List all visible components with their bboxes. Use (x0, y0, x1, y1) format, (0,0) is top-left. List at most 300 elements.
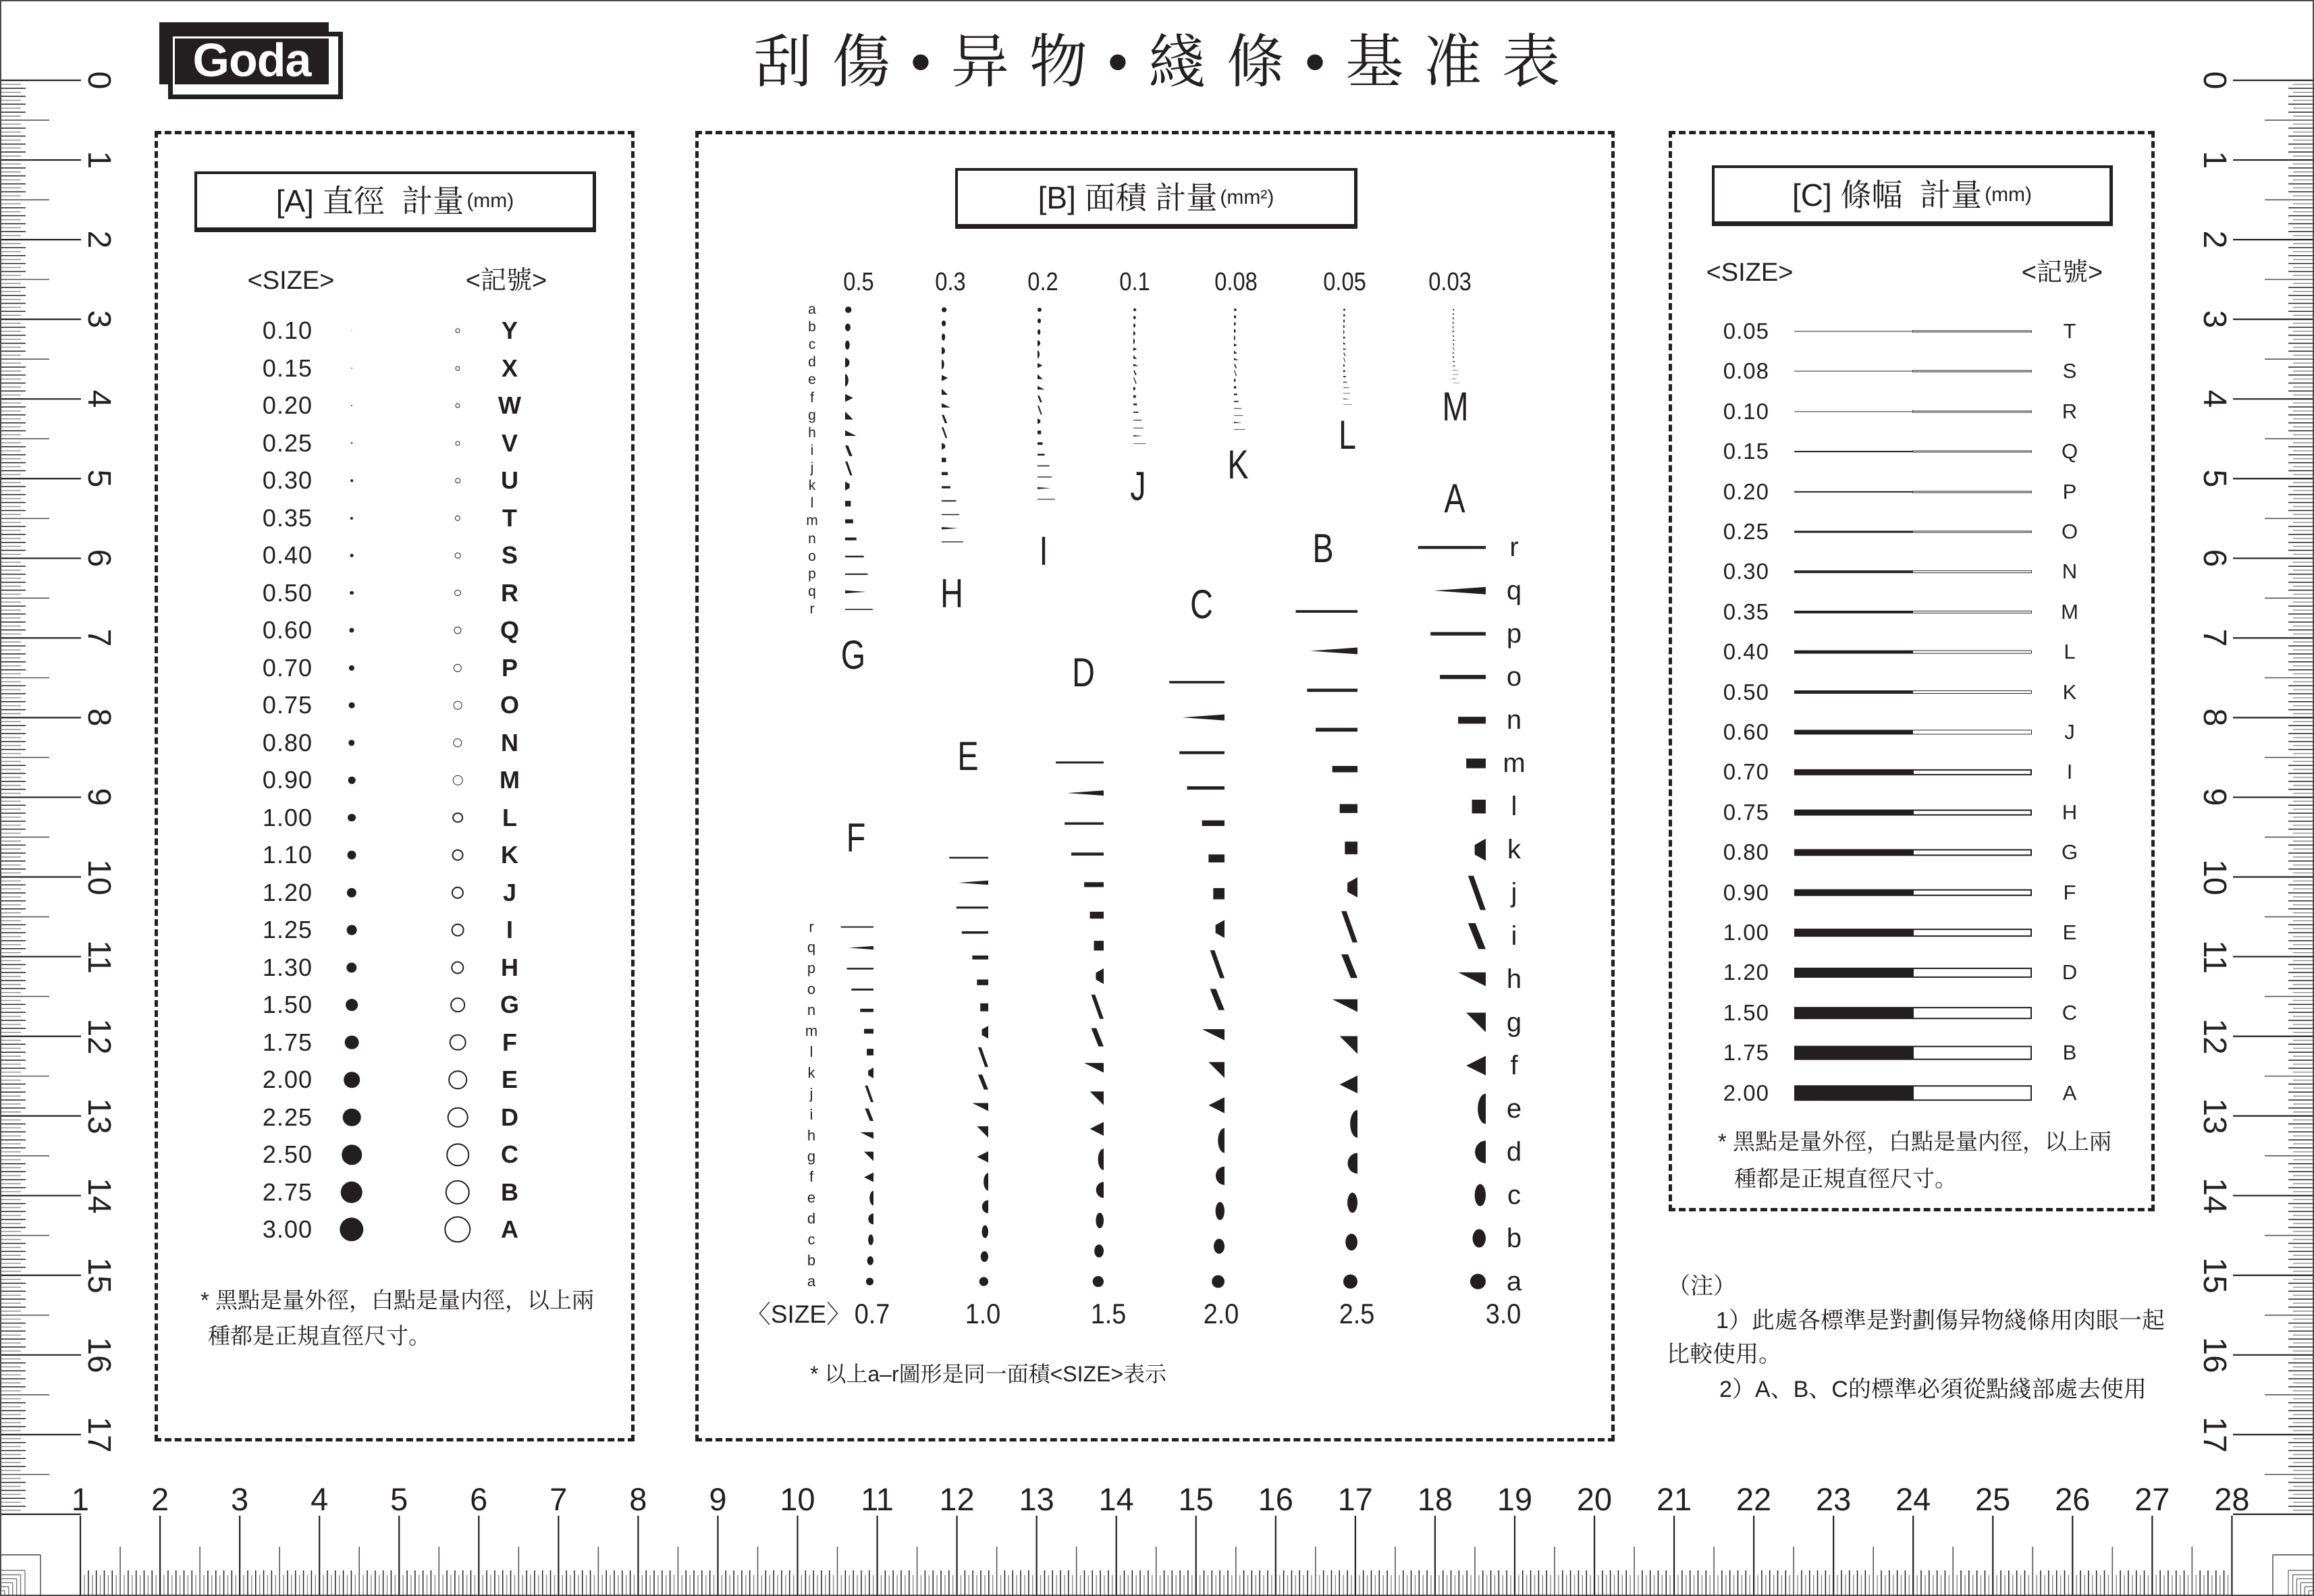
size-value: 0.35 (1723, 599, 1769, 624)
group-code-label: J (1130, 464, 1146, 509)
size-value: 0.40 (262, 541, 313, 569)
shape-L-a (1343, 309, 1345, 311)
size-value: 2.75 (262, 1178, 313, 1206)
code-column-header: <記號> (465, 267, 547, 295)
shape-code-label-bottom: r (809, 918, 814, 935)
shape-F-g (864, 1152, 873, 1161)
code-letter: E (2062, 920, 2077, 944)
shape-I-k (1038, 418, 1040, 424)
area-value-label: 0.05 (1323, 268, 1366, 296)
code-letter: X (501, 354, 518, 382)
size-value: 0.25 (1723, 519, 1769, 544)
size-value: 0.10 (1723, 398, 1769, 424)
black-line-sample (1794, 571, 1912, 574)
right-ruler-label: 15 (2197, 1257, 2232, 1294)
shape-C-g (1208, 1062, 1225, 1078)
group-code-label: L (1338, 412, 1357, 458)
left-ruler-label: 11 (81, 939, 117, 974)
white-line-sample (1912, 531, 2032, 533)
shape-code-label-right: h (1506, 964, 1522, 995)
right-ruler-label: 17 (2197, 1416, 2232, 1453)
shape-D-c (1096, 1213, 1104, 1228)
shape-I-d (1038, 340, 1040, 346)
shape-A-k (1475, 839, 1486, 861)
left-ruler-label: 1 (81, 150, 117, 169)
shape-K-g (1234, 350, 1237, 354)
right-ruler-label: 13 (2197, 1097, 2232, 1134)
shape-M-g (1453, 335, 1455, 337)
code-letter: K (2062, 680, 2077, 704)
shape-M-k (1453, 352, 1454, 354)
white-line-sample (1912, 730, 2032, 734)
code-letter: D (2062, 960, 2078, 985)
black-line-sample (1794, 1007, 1912, 1019)
shape-E-l (980, 1003, 988, 1012)
shape-C-f (1208, 1097, 1225, 1113)
shape-B-o (1316, 727, 1357, 732)
code-letter: B (2062, 1041, 2077, 1065)
shape-H-f (942, 375, 948, 381)
code-letter: G (2061, 840, 2078, 864)
shape-M-c (1453, 317, 1454, 319)
code-letter: I (506, 916, 513, 943)
group-code-label: C (1190, 582, 1213, 627)
shape-D-r (1056, 761, 1104, 763)
shape-G-p (845, 574, 867, 575)
bottom-ruler-label: 8 (629, 1481, 647, 1517)
code-letter: S (501, 541, 518, 569)
section-b-unit: (mm²) (1220, 186, 1274, 209)
code-letter: H (2062, 800, 2078, 824)
section-a-unit: (mm) (466, 189, 514, 212)
size-value: 0.90 (1723, 879, 1769, 905)
shape-code-label-bottom: i (809, 1105, 813, 1123)
shape-A-r (1418, 546, 1486, 549)
shape-J-m (1133, 404, 1137, 406)
shape-A-b (1472, 1229, 1486, 1247)
shape-K-r (1234, 429, 1245, 430)
black-line-sample (1794, 809, 1912, 815)
shape-H-d (942, 347, 945, 354)
size-value: 2.00 (262, 1066, 313, 1093)
size-column-header: <SIZE> (1706, 258, 1794, 287)
shape-J-q (1133, 435, 1143, 437)
note-line-1: 1）此處各標準是對劃傷异物綫條用肉眼一起 (1716, 1308, 2165, 1333)
shape-code-label-bottom: q (807, 939, 816, 956)
section-c-unit: (mm) (1985, 183, 2033, 206)
shape-C-k (1216, 920, 1225, 938)
shape-F-o (851, 989, 873, 991)
shape-K-n (1234, 401, 1239, 402)
shape-G-m (845, 520, 853, 524)
white-line-sample (1912, 410, 2032, 412)
section-a-note-line-1: * 黑點是量外徑，白點是量内徑，以上兩 (200, 1288, 595, 1313)
shape-B-f (1340, 1076, 1357, 1093)
shape-A-n (1458, 717, 1486, 723)
bottom-ruler-label: 3 (231, 1481, 249, 1517)
shape-I-p (1038, 476, 1052, 477)
black-line-sample (1794, 1085, 1912, 1101)
bottom-ruler-label: 25 (1975, 1481, 2011, 1517)
size-value: 2.25 (262, 1103, 313, 1131)
bottom-ruler-label: 1 (71, 1481, 90, 1517)
shape-F-m (864, 1029, 873, 1034)
bottom-ruler-label: 27 (2134, 1481, 2170, 1517)
white-line-sample (1912, 809, 2032, 815)
bottom-ruler-label: 24 (1895, 1481, 1931, 1517)
white-line-sample (1912, 651, 2032, 654)
right-ruler-label: 9 (2197, 788, 2232, 806)
right-ruler-label: 16 (2197, 1337, 2232, 1373)
shape-H-b (942, 321, 946, 327)
shape-I-o (1038, 465, 1050, 466)
left-ruler-label: 10 (81, 858, 117, 896)
shape-A-h (1458, 972, 1486, 986)
shape-B-q (1310, 647, 1357, 654)
shape-K-p (1234, 415, 1243, 416)
shape-L-n (1343, 382, 1347, 383)
shape-J-l (1133, 395, 1136, 398)
shape-B-c (1347, 1192, 1357, 1213)
size-value: 0.75 (262, 691, 313, 719)
code-letter: A (2062, 1080, 2077, 1105)
code-letter: D (501, 1103, 518, 1131)
section-c-title-box (1712, 165, 2113, 226)
shape-B-k (1347, 877, 1357, 898)
left-ruler-label: 15 (81, 1257, 117, 1294)
shape-B-r (1296, 610, 1357, 613)
shape-K-m (1234, 393, 1237, 395)
shape-G-f (845, 394, 853, 402)
code-letter: P (501, 653, 518, 682)
area-value-label: 2.0 (1203, 1298, 1239, 1329)
black-line-sample (1794, 331, 1912, 332)
shape-code-label-right: e (1506, 1094, 1522, 1124)
shape-F-k (868, 1068, 873, 1078)
shape-D-l (1094, 941, 1104, 950)
shape-A-j (1468, 876, 1486, 910)
group-code-label: F (846, 815, 866, 860)
shape-code-label-right: b (1506, 1223, 1522, 1254)
shape-H-e (942, 360, 944, 369)
shape-A-o (1440, 675, 1486, 679)
shape-K-k (1234, 379, 1236, 382)
code-letter: J (2064, 720, 2075, 744)
shape-D-n (1084, 882, 1104, 887)
code-letter: G (500, 991, 519, 1018)
shape-G-c (845, 341, 850, 350)
shape-F-q (849, 946, 873, 950)
black-line-sample (1794, 968, 1912, 977)
size-value: 2.50 (262, 1140, 313, 1168)
note-line-3: 2）A、B、C的標準必須從點綫部處去使用 (1719, 1377, 2147, 1402)
shape-code-label-top: q (808, 583, 816, 599)
right-ruler-label: 6 (2197, 549, 2232, 568)
code-letter: Y (501, 317, 518, 344)
shape-B-g (1340, 1036, 1357, 1053)
size-value: 1.00 (1723, 920, 1769, 945)
shape-code-label-right: a (1506, 1267, 1522, 1296)
shape-C-i (1210, 989, 1225, 1010)
page-title: 刮傷•异物•綫條•基准表 (753, 30, 1581, 94)
bottom-ruler-label: 15 (1178, 1481, 1214, 1517)
size-value: 0.35 (262, 503, 313, 532)
shape-L-p (1343, 393, 1351, 394)
right-ruler-label: 4 (2197, 389, 2232, 408)
black-line-sample (1794, 611, 1912, 613)
right-ruler-label: 11 (2197, 939, 2232, 974)
left-ruler-label: 16 (81, 1337, 117, 1373)
shape-C-c (1216, 1202, 1225, 1220)
shape-J-f (1133, 348, 1137, 351)
right-ruler-label: 14 (2197, 1177, 2232, 1214)
shape-E-b (981, 1251, 988, 1262)
size-value: 0.75 (1723, 799, 1769, 825)
bottom-ruler-label: 17 (1337, 1481, 1373, 1517)
white-line-sample (1912, 889, 2032, 896)
size-value: 2.00 (1723, 1080, 1769, 1105)
shape-H-a (942, 307, 946, 312)
shape-code-label-bottom: m (805, 1022, 818, 1040)
area-value-label: 1.0 (965, 1298, 1001, 1329)
area-value-label: 0.1 (1119, 268, 1150, 296)
white-line-sample (1912, 491, 2032, 493)
shape-D-i (1091, 1028, 1104, 1046)
shape-code-label-right: l (1511, 792, 1517, 822)
shape-L-q (1343, 398, 1350, 399)
shape-K-o (1234, 408, 1241, 409)
shape-D-d (1096, 1182, 1104, 1198)
notes-heading: （注） (1667, 1273, 1736, 1299)
shape-D-g (1090, 1091, 1104, 1105)
shape-H-k (942, 443, 945, 449)
code-letter: O (500, 691, 519, 719)
bottom-ruler-label: 11 (861, 1481, 894, 1517)
white-line-sample (1912, 690, 2032, 694)
code-letter: O (2061, 520, 2078, 543)
right-ruler-label: 0 (2197, 71, 2232, 90)
shape-L-i (1343, 353, 1345, 356)
shape-D-j (1091, 995, 1104, 1019)
size-value: 0.20 (1723, 478, 1769, 504)
shape-L-j (1343, 358, 1345, 362)
section-b-title: [B] 面積 計量 (1038, 180, 1218, 215)
shape-code-label-bottom: b (807, 1252, 816, 1269)
area-value-label: 0.03 (1428, 268, 1472, 296)
white-line-sample (1912, 1085, 2032, 1101)
shape-D-m (1090, 912, 1104, 918)
code-letter: T (2063, 319, 2076, 343)
black-line-sample (1794, 929, 1912, 937)
white-line-sample (1912, 968, 2032, 977)
shape-C-e (1218, 1128, 1225, 1153)
shape-D-q (1067, 790, 1104, 796)
shape-code-label-right: q (1506, 576, 1522, 606)
shape-H-j (942, 427, 947, 438)
area-value-label: 0.2 (1027, 268, 1058, 296)
left-ruler-label: 3 (81, 310, 117, 329)
section-a-title: [A] 直徑 計量 (275, 183, 464, 219)
code-column-header: <記號> (2021, 258, 2103, 287)
code-letter: N (501, 728, 518, 756)
brand-logo: Goda (192, 34, 311, 86)
shape-D-h (1084, 1063, 1104, 1072)
bottom-ruler-label: 13 (1019, 1481, 1054, 1517)
left-ruler-label: 4 (81, 389, 117, 408)
shape-D-b (1094, 1244, 1104, 1257)
shape-code-label-top: o (808, 548, 816, 564)
shape-E-a (979, 1277, 988, 1286)
size-column-header: <SIZE> (247, 267, 335, 295)
shape-K-b (1234, 315, 1236, 318)
left-ruler-label: 9 (81, 788, 117, 806)
shape-code-label-top: k (808, 478, 816, 494)
shape-code-label-top: r (809, 601, 815, 617)
shape-code-label-right: p (1506, 619, 1522, 649)
shape-C-o (1187, 786, 1225, 790)
section-c-note-line-1: * 黑點是量外徑，白點是量内徑，以上兩 (1718, 1129, 2112, 1154)
left-ruler-label: 2 (81, 230, 117, 249)
shape-F-i (865, 1108, 873, 1121)
shape-I-f (1038, 363, 1042, 368)
shape-code-label-bottom: o (807, 981, 816, 998)
shape-M-m (1453, 361, 1455, 362)
shape-C-p (1179, 751, 1225, 754)
black-line-sample (1794, 730, 1912, 734)
code-letter: I (2066, 760, 2073, 784)
bottom-ruler-label: 19 (1497, 1481, 1533, 1517)
shape-G-k (845, 482, 850, 491)
code-letter: C (2062, 1000, 2078, 1024)
size-value: 0.30 (262, 466, 313, 494)
code-letter: N (2062, 559, 2078, 584)
shape-D-f (1090, 1122, 1104, 1136)
code-letter: T (502, 503, 517, 532)
shape-F-h (860, 1132, 873, 1139)
shape-E-m (977, 980, 988, 985)
shape-H-g (942, 389, 948, 395)
shape-J-e (1133, 339, 1135, 344)
shape-H-r (942, 541, 963, 542)
left-ruler-label: 8 (81, 709, 117, 727)
shape-C-d (1216, 1167, 1225, 1185)
shape-code-label-bottom: g (807, 1147, 816, 1165)
shape-C-j (1210, 950, 1225, 978)
white-line-sample (1912, 331, 2032, 333)
shape-C-q (1183, 715, 1225, 721)
shape-A-f (1466, 1056, 1486, 1076)
shape-G-a (845, 306, 851, 312)
size-value: 1.75 (262, 1028, 313, 1056)
shape-F-e (869, 1191, 873, 1206)
shape-L-d (1343, 325, 1345, 328)
shape-G-d (845, 358, 850, 368)
shape-A-m (1466, 759, 1486, 768)
code-letter: L (502, 803, 517, 831)
shape-K-i (1234, 364, 1237, 368)
shape-I-j (1038, 406, 1042, 414)
size-value: 0.70 (1723, 759, 1769, 785)
shape-E-g (977, 1126, 988, 1138)
shape-code-label-right: r (1509, 532, 1519, 563)
white-line-sample (1912, 769, 2032, 775)
left-ruler-label: 17 (81, 1416, 117, 1453)
shape-code-label-bottom: k (807, 1064, 815, 1081)
shape-C-n (1202, 821, 1225, 826)
area-value-label: 1.5 (1090, 1298, 1127, 1329)
shape-code-label-right: k (1507, 835, 1521, 865)
group-code-label: B (1312, 526, 1334, 571)
shape-A-p (1430, 632, 1486, 636)
black-line-sample (1794, 769, 1912, 775)
shape-C-m (1208, 854, 1225, 862)
shape-A-e (1478, 1094, 1486, 1124)
shape-A-c (1475, 1184, 1486, 1207)
shape-F-r (841, 927, 873, 928)
shape-code-label-top: h (808, 424, 816, 441)
size-value: 0.80 (1723, 840, 1769, 865)
shape-C-a (1212, 1275, 1225, 1288)
white-line-sample (1912, 370, 2032, 373)
code-letter: J (502, 878, 517, 906)
shape-C-l (1213, 888, 1225, 900)
size-value: 0.05 (1723, 319, 1769, 343)
shape-C-b (1214, 1239, 1225, 1254)
shape-J-c (1133, 323, 1135, 327)
shape-code-label-bottom: l (809, 1043, 813, 1060)
size-value: 0.30 (1723, 559, 1769, 584)
shape-M-l (1453, 356, 1454, 358)
shape-code-label-top: a (808, 302, 816, 317)
shape-A-a (1470, 1273, 1486, 1289)
shape-J-i (1133, 370, 1137, 375)
size-value: 1.30 (262, 953, 313, 981)
size-value: 0.40 (1723, 639, 1769, 665)
size-value: 0.60 (262, 616, 313, 644)
right-ruler-label: 5 (2197, 469, 2232, 488)
shape-code-label-right: c (1507, 1180, 1521, 1211)
shape-F-n (860, 1009, 873, 1012)
bottom-ruler-label: 6 (470, 1481, 488, 1517)
white-line-sample (1912, 1007, 2032, 1019)
shape-K-c (1234, 322, 1236, 325)
code-letter: M (500, 766, 520, 794)
shape-H-o (942, 500, 956, 501)
group-code-label: D (1072, 650, 1095, 695)
size-value: 1.25 (262, 916, 313, 943)
shape-M-d (1453, 322, 1454, 324)
white-line-sample (1912, 849, 2032, 855)
shape-M-j (1453, 347, 1455, 350)
bottom-ruler-label: 20 (1576, 1481, 1613, 1517)
shape-code-label-top: c (808, 337, 816, 353)
size-row-label: 〈SIZE〉 (745, 1300, 852, 1328)
shape-F-f (864, 1172, 873, 1182)
group-code-label: G (840, 632, 866, 678)
group-code-label: A (1444, 476, 1465, 521)
shape-K-f (1234, 343, 1237, 347)
code-letter: B (501, 1178, 518, 1206)
shape-H-h (942, 403, 950, 407)
code-letter: S (2062, 359, 2077, 383)
shape-A-g (1466, 1013, 1486, 1033)
size-value: 0.60 (1723, 719, 1769, 744)
shape-G-q (845, 590, 866, 593)
shape-L-c (1343, 319, 1345, 322)
shape-G-g (845, 412, 853, 420)
left-ruler-label: 13 (81, 1097, 117, 1134)
size-value: 0.08 (1723, 358, 1769, 384)
